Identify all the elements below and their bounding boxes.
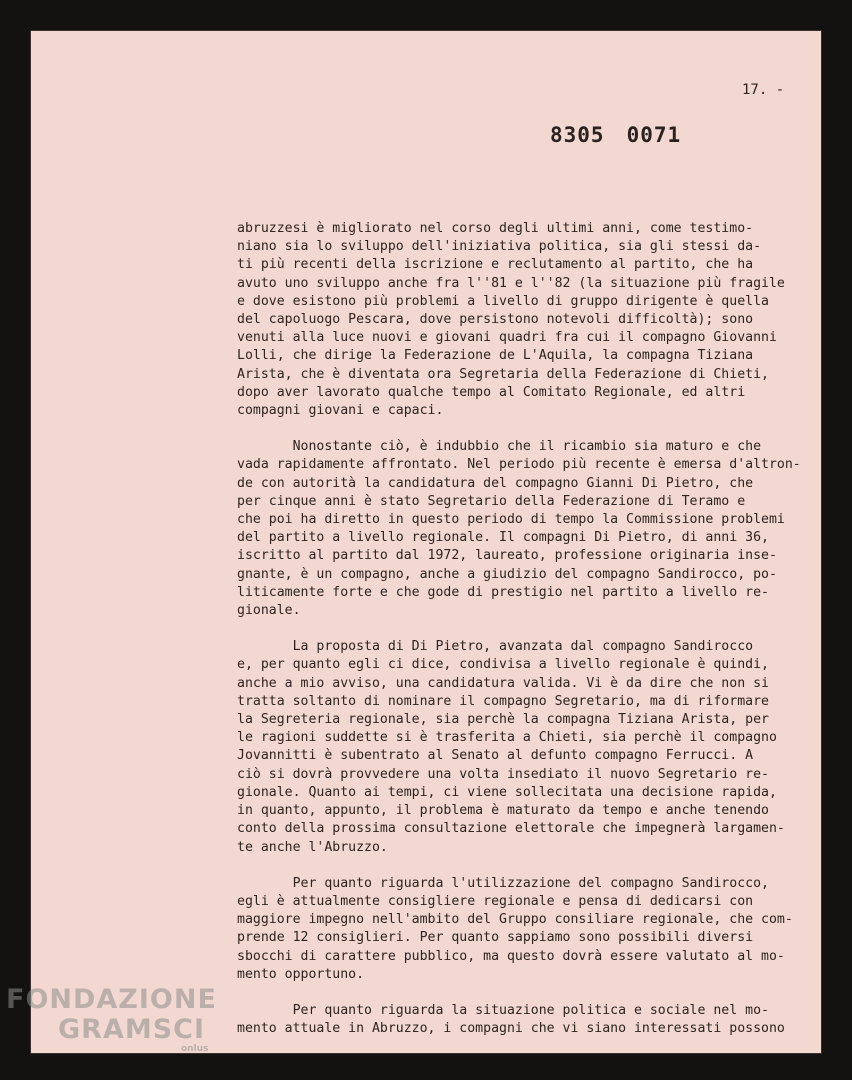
text-line: Nonostante ciò, è indubbio che il ricambio sia maturo e che (237, 439, 762, 455)
text-line: Jovannitti è subentrato al Senato al defunto compagno Ferrucci. A (237, 748, 754, 764)
watermark-line2: GRAMSCI (58, 1014, 206, 1045)
page-number: 17. - (742, 82, 785, 98)
text-line: maggiore impegno nell'ambito del Gruppo consiliare regionale, che com- (237, 912, 793, 928)
text-line: La proposta di Di Pietro, avanzata dal compagno Sandirocco (237, 639, 754, 655)
archive-stamp (550, 123, 681, 147)
text-line: egli è attualmente consigliere regionale e pensa di dedicarsi con (237, 893, 754, 909)
text-line: per cinque anni è stato Segretario della Federazione di Teramo e (237, 493, 746, 509)
text-line: del partito a livello regionale. Il compagni Di Pietro, di anni 36, (237, 530, 769, 546)
text-line: Per quanto riguarda la situazione politica e sociale nel mo- (237, 1002, 769, 1018)
text-line: le ragioni suddette si è trasferita a Chieti, sia perchè il compagno (237, 730, 777, 746)
paragraph (237, 875, 837, 984)
text-line: gionale. Quanto ai tempi, ci viene sollecitata una decisione rapida, (237, 784, 777, 800)
text-line: del capoluogo Pescara, dove persistono notevoli difficoltà); sono (237, 312, 754, 328)
paragraph (237, 220, 837, 420)
text-line: gnante, è un compagno, anche a giudizio del compagno Sandirocco, po- (237, 566, 777, 582)
text-line: sbocchi di carattere pubblico, ma questo dovrà essere valutato al mo- (237, 948, 785, 964)
text-line: mento attuale in Abruzzo, i compagni che vi siano interessati possono (237, 1021, 785, 1037)
text-line: mento opportuno. (237, 966, 365, 982)
paragraph (237, 1002, 837, 1038)
watermark-line1: FONDAZIONE (6, 984, 217, 1015)
text-line: avuto uno sviluppo anche fra l''81 e l''82 (la situazione più fragile (237, 275, 785, 291)
text-line: compagni giovani e capaci. (237, 403, 444, 419)
archive-stamp-left: 8305 (550, 123, 605, 147)
text-line: e dove esistono più problemi a livello di gruppo dirigente è quella (237, 293, 769, 309)
text-line: ciò si dovrà provvedere una volta insediato il nuovo Segretario re- (237, 766, 769, 782)
text-line: niano sia lo sviluppo dell'iniziativa politica, sia gli stessi da- (237, 239, 762, 255)
text-line: in quanto, appunto, il problema è maturato da tempo e anche tenendo (237, 803, 769, 819)
text-line: Per quanto riguarda l'utilizzazione del compagno Sandirocco, (237, 875, 769, 891)
text-line: la Segreteria regionale, sia perchè la compagna Tiziana Arista, per (237, 712, 769, 728)
text-line: liticamente forte e che gode di prestigio nel partito a livello re- (237, 584, 769, 600)
text-line: de con autorità la candidatura del compagno Gianni Di Pietro, che (237, 475, 754, 491)
text-line: venuti alla luce nuovi e giovani quadri fra cui il compagno Giovanni (237, 330, 777, 346)
body-text (237, 220, 837, 1056)
text-line: iscritto al partito dal 1972, laureato, professione originaria inse- (237, 548, 777, 564)
text-line: e, per quanto egli ci dice, condivisa a livello regionale è quindi, (237, 657, 769, 673)
text-line: dopo aver lavorato qualche tempo al Comitato Regionale, ed altri (237, 384, 746, 400)
text-line: vada rapidamente affrontato. Nel periodo più recente è emersa d'altron- (237, 457, 801, 473)
paragraph (237, 638, 837, 856)
text-line: prende 12 consiglieri. Per quanto sappiamo sono possibili diversi (237, 930, 754, 946)
watermark-line3: onlus (181, 1044, 209, 1054)
document-page (30, 30, 822, 1054)
text-line: Lolli, che dirige la Federazione de L'Aquila, la compagna Tiziana (237, 348, 754, 364)
text-line: ti più recenti della iscrizione e reclutamento al partito, che ha (237, 257, 754, 273)
text-line: te anche l'Abruzzo. (237, 839, 388, 855)
text-line: anche a mio avviso, una candidatura valida. Vi è da dire che non si (237, 675, 769, 691)
text-line: che poi ha diretto in questo periodo di tempo la Commissione problemi (237, 512, 785, 528)
text-line: tratta soltanto di nominare il compagno Segretario, ma di riformare (237, 693, 769, 709)
fondazione-gramsci-watermark (6, 986, 217, 1054)
paragraph (237, 438, 837, 620)
text-line: abruzzesi è migliorato nel corso degli ultimi anni, come testimo- (237, 221, 754, 236)
text-line: Arista, che è diventata ora Segretaria della Federazione di Chieti, (237, 366, 769, 382)
text-line: gionale. (237, 603, 301, 619)
archive-stamp-right: 0071 (626, 123, 682, 147)
text-line: conto della prossima consultazione elettorale che impegnerà largamen- (237, 821, 785, 837)
